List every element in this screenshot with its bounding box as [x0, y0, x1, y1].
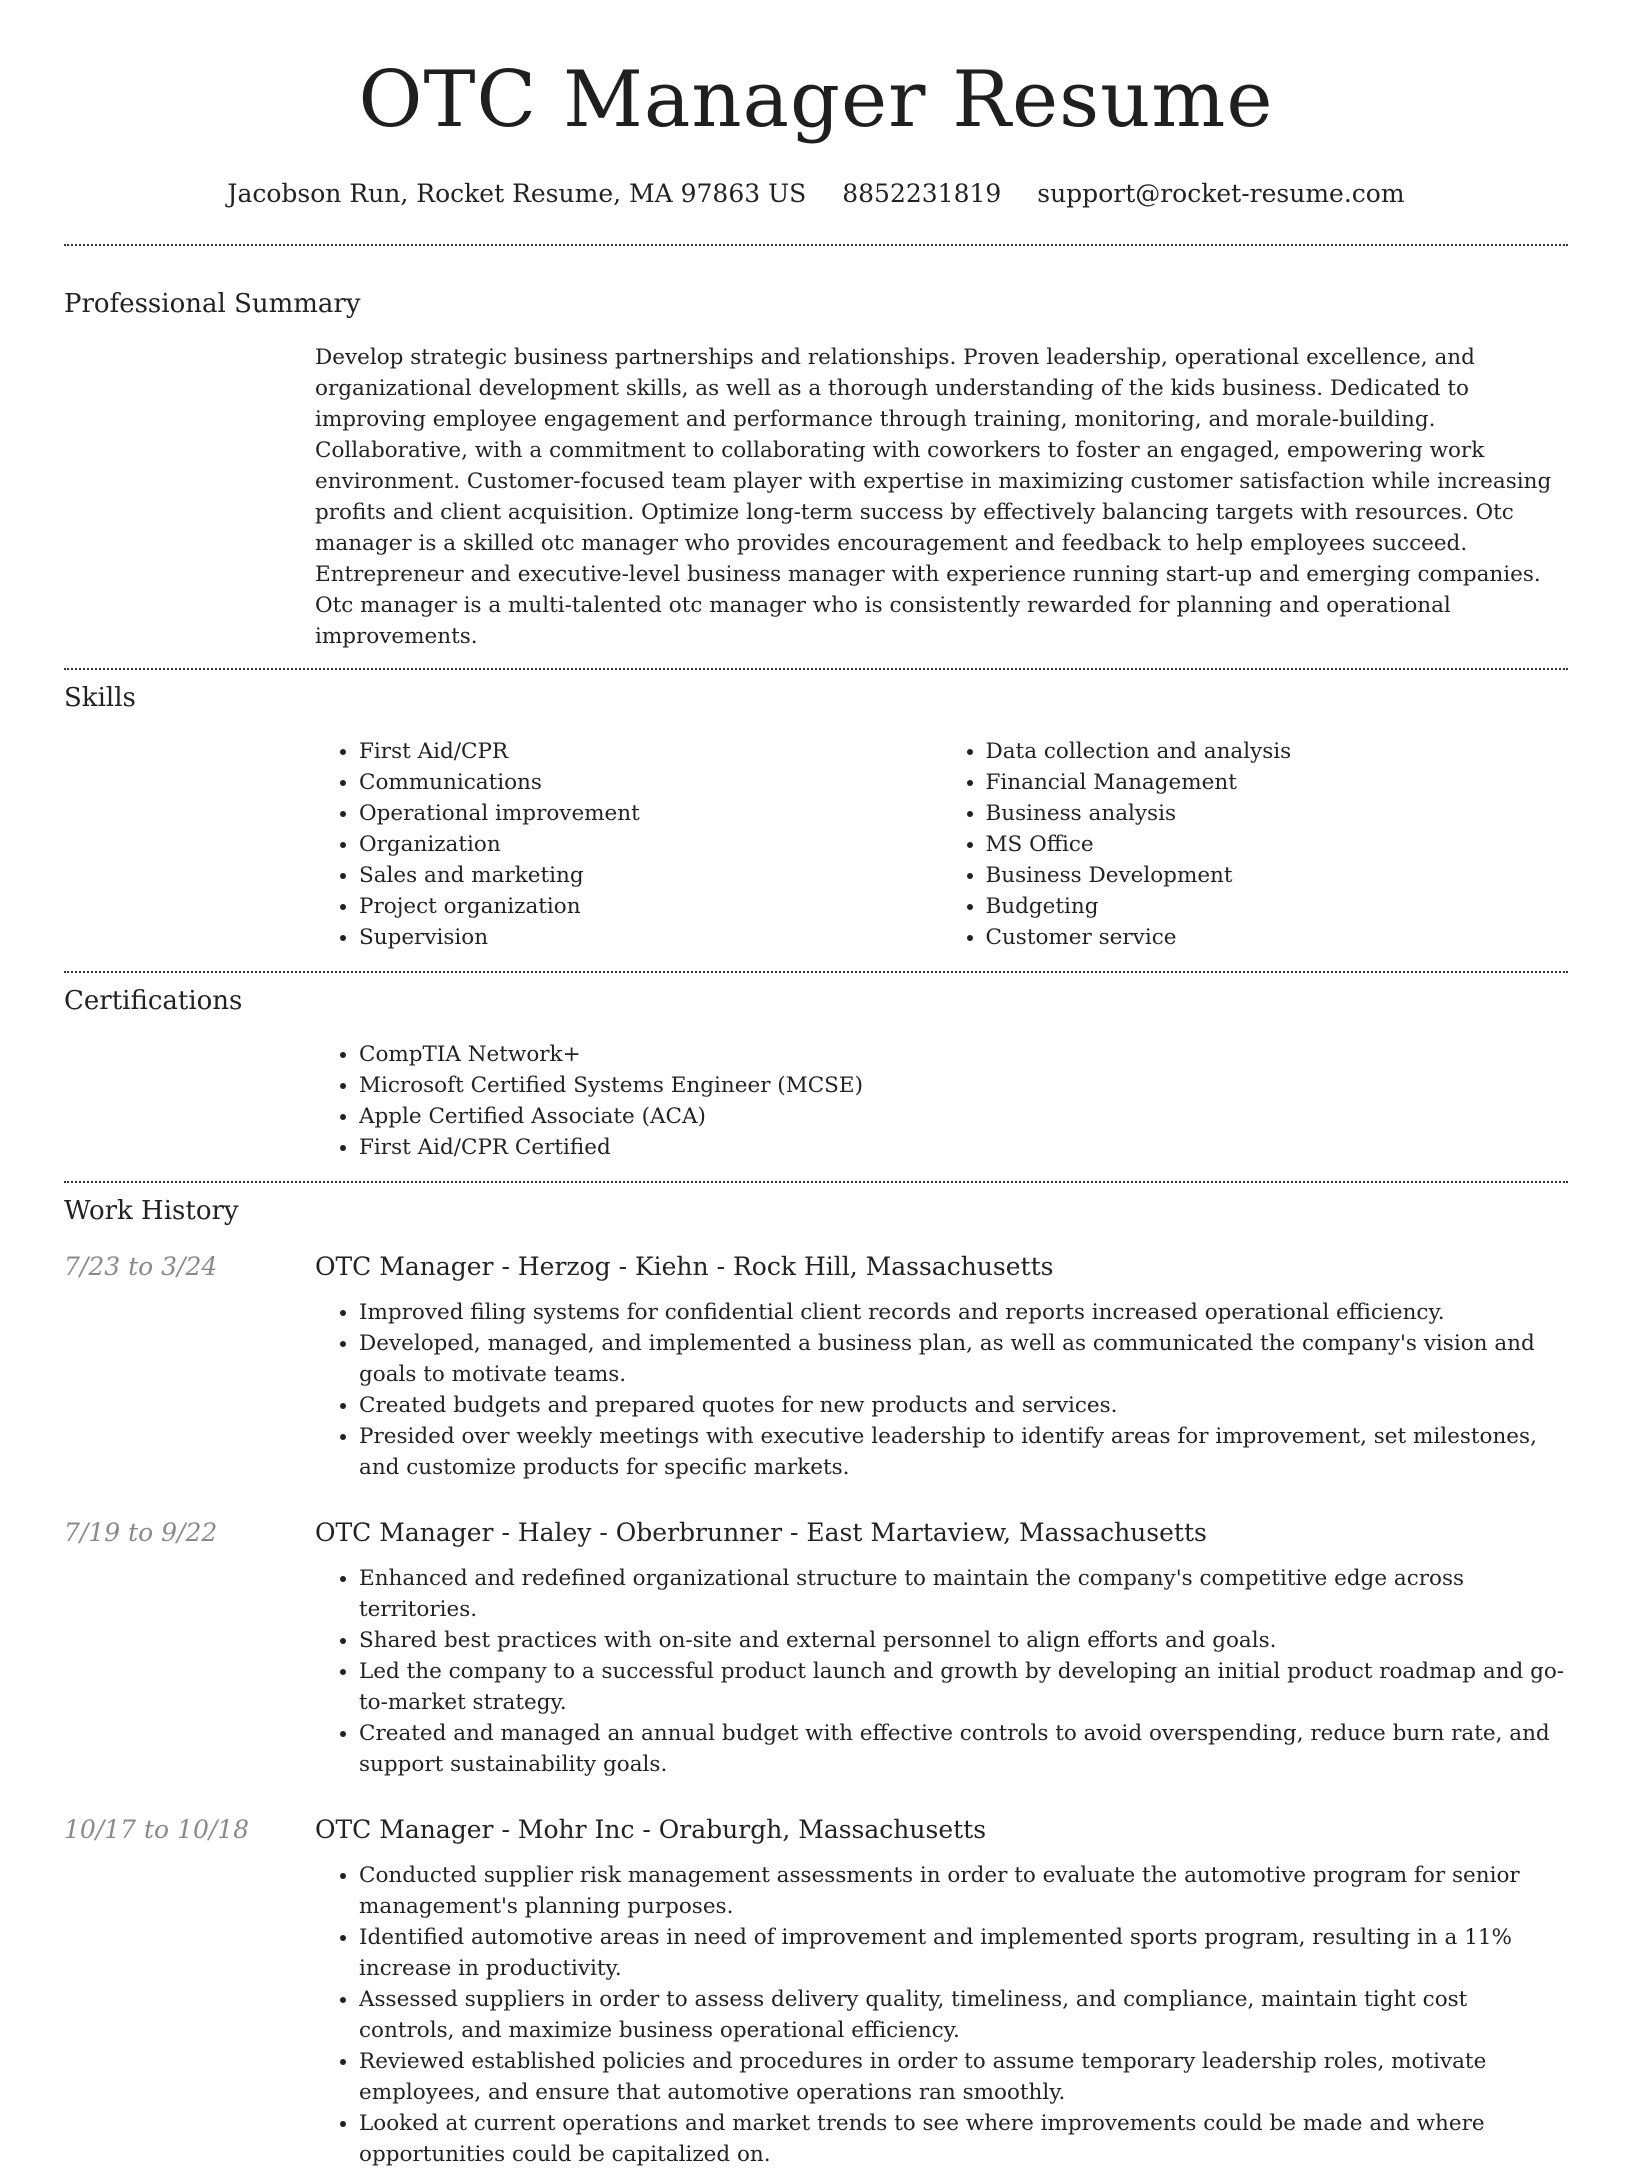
- certification-item: • Apple Certified Associate (ACA): [359, 1101, 1568, 1132]
- divider-header: [64, 244, 1568, 246]
- job-bullet: • Enhanced and redefined organizational structure to maintain the company's competitive edge across territories.: [359, 1563, 1568, 1625]
- divider-summary: [64, 668, 1568, 670]
- job-entry: [64, 1517, 1568, 1780]
- summary-text: Develop strategic business partnerships and relationships. Proven leadership, operational excellence, and organizational development skills, as well as a thorough understanding of the kids business. Dedicated to improving employee engagement and performance through training, monitoring, and morale-building. Collaborative, with a commitment to collaborating with coworkers to foster an engaged, empowering work environment. Customer-focused team player with expertise in maximizing customer satisfaction while increasing profits and client acquisition. Optimize long-term success by effectively balancing targets with resources. Otc manager is a skilled otc manager who provides encouragement and feedback to help employees succeed. Entrepreneur and executive-level business manager with experience running start-up and emerging companies. Otc manager is a multi-talented otc manager who is consistently rewarded for planning and operational improvements.: [315, 345, 1552, 649]
- certification-item: • Microsoft Certified Systems Engineer (MCSE): [359, 1070, 1568, 1101]
- job-header: [64, 1517, 1568, 1549]
- contact-phone: 8852231819: [842, 179, 1002, 208]
- resume-title: OTC Manager Resume: [358, 55, 1274, 145]
- skill-item: • MS Office: [986, 829, 1569, 860]
- job-bullet: • Conducted supplier risk management assessments in order to evaluate the automotive program for senior management's planning purposes.: [359, 1860, 1568, 1922]
- job-bullets: [315, 1297, 1568, 1483]
- job-bullets: [315, 1860, 1568, 2170]
- job-title: OTC Manager - Haley - Oberbrunner - East Martaview, Massachusetts: [315, 1518, 1207, 1547]
- work-heading: Work History: [64, 1196, 239, 1226]
- job-date: 7/23 to 3/24: [64, 1252, 218, 1281]
- job-bullet: • Presided over weekly meetings with executive leadership to identify areas for improvement, set milestones, and customize products for specific markets.: [359, 1421, 1568, 1483]
- skill-item: • Business Development: [986, 860, 1569, 891]
- job-title: OTC Manager - Herzog - Kiehn - Rock Hill, Massachusetts: [315, 1252, 1054, 1281]
- resume-page: [64, 0, 1568, 2170]
- job-bullet: • Identified automotive areas in need of improvement and implemented sports program, resulting in a 11% increase in productivity.: [359, 1922, 1568, 1984]
- skill-item: • Project organization: [359, 891, 942, 922]
- skill-item: • Financial Management: [986, 767, 1569, 798]
- skills-list-left: [315, 736, 942, 953]
- skills-heading: Skills: [64, 683, 136, 713]
- contact-address: Jacobson Run, Rocket Resume, MA 97863 US: [227, 179, 807, 208]
- skill-item: • Sales and marketing: [359, 860, 942, 891]
- job-bullet: • Looked at current operations and market trends to see where improvements could be made and where opportunities could be capitalized on.: [359, 2108, 1568, 2170]
- job-date: 7/19 to 9/22: [64, 1518, 218, 1547]
- skill-item: • Organization: [359, 829, 942, 860]
- job-bullet: • Improved filing systems for confidential client records and reports increased operational efficiency.: [359, 1297, 1568, 1328]
- skill-item: • Data collection and analysis: [986, 736, 1569, 767]
- divider-certifications: [64, 1181, 1568, 1183]
- job-bullet: • Led the company to a successful product launch and growth by developing an initial product roadmap and go-to-market strategy.: [359, 1656, 1568, 1718]
- job-title: OTC Manager - Mohr Inc - Oraburgh, Massachusetts: [315, 1815, 987, 1844]
- job-bullet: • Created and managed an annual budget with effective controls to avoid overspending, reduce burn rate, and support sustainability goals.: [359, 1718, 1568, 1780]
- contact-line: [64, 178, 1568, 210]
- summary-heading: Professional Summary: [64, 289, 361, 319]
- job-entry: [64, 1251, 1568, 1483]
- skill-item: • Communications: [359, 767, 942, 798]
- skill-item: • Business analysis: [986, 798, 1569, 829]
- job-date: 10/17 to 10/18: [64, 1815, 250, 1844]
- skill-item: • Operational improvement: [359, 798, 942, 829]
- job-header: [64, 1814, 1568, 1846]
- job-bullet: • Created budgets and prepared quotes for new products and services.: [359, 1390, 1568, 1421]
- certifications-list: [315, 1039, 1568, 1163]
- skills-columns: [315, 736, 1568, 953]
- job-bullets: [315, 1563, 1568, 1780]
- job-bullet: • Assessed suppliers in order to assess delivery quality, timeliness, and compliance, maintain tight cost controls, and maximize business operational efficiency.: [359, 1984, 1568, 2046]
- job-header: [64, 1251, 1568, 1283]
- skill-item: • First Aid/CPR: [359, 736, 942, 767]
- job-bullet: • Reviewed established policies and procedures in order to assume temporary leadership roles, motivate employees, and ensure that automotive operations ran smoothly.: [359, 2046, 1568, 2108]
- skills-list-right: [942, 736, 1569, 953]
- job-bullet: • Developed, managed, and implemented a business plan, as well as communicated the company's vision and goals to motivate teams.: [359, 1328, 1568, 1390]
- skill-item: • Supervision: [359, 922, 942, 953]
- certifications-heading: Certifications: [64, 986, 243, 1016]
- skill-item: • Budgeting: [986, 891, 1569, 922]
- job-bullet: • Shared best practices with on-site and external personnel to align efforts and goals.: [359, 1625, 1568, 1656]
- contact-email: support@rocket-resume.com: [1037, 179, 1405, 208]
- job-entry: [64, 1814, 1568, 2170]
- skill-item: • Customer service: [986, 922, 1569, 953]
- certification-item: • First Aid/CPR Certified: [359, 1132, 1568, 1163]
- certification-item: • CompTIA Network+: [359, 1039, 1568, 1070]
- divider-skills: [64, 971, 1568, 973]
- certifications-content: [315, 1039, 1568, 1163]
